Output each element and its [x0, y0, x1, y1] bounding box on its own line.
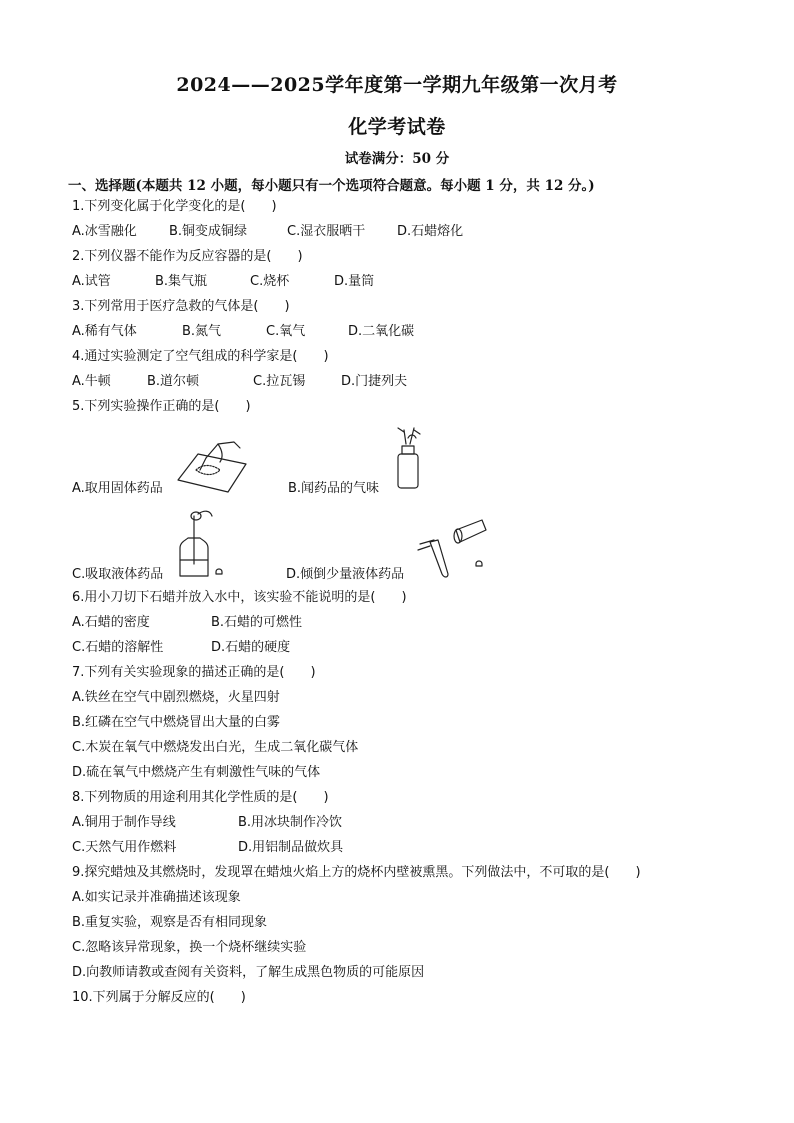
question-9-option-a: A.如实记录并准确描述该现象 [72, 890, 241, 905]
question-5-option-d: D.倾倒少量液体药品 [286, 567, 405, 582]
question-6-option-c: C.石蜡的溶解性 [72, 640, 164, 655]
question-7-stem: 7.下列有关实验现象的描述正确的是( ) [72, 665, 316, 680]
question-2-stem: 2.下列仪器不能作为反应容器的是( ) [72, 249, 303, 264]
figure-pour-liquid [416, 516, 490, 580]
question-8-option-c: C.天然气用作燃料 [72, 840, 177, 855]
question-8-option-d: D.用铝制品做炊具 [238, 840, 344, 855]
question-9-option-c: C.忽略该异常现象，换一个烧杯继续实验 [72, 940, 307, 955]
section-heading: 一、选择题(本题共 12 小题，每小题只有一个选项符合题意。每小题 1 分，共 12 分。) [68, 178, 595, 194]
question-1-option-b: B.铜变成铜绿 [169, 224, 248, 239]
question-4-option-c: C.拉瓦锡 [253, 374, 306, 389]
question-4-option-d: D.门捷列夫 [341, 374, 408, 389]
question-9-stem: 9.探究蜡烛及其燃烧时，发现罩在蜡烛火焰上方的烧杯内壁被熏黑。下列做法中，不可取的是( ) [72, 865, 641, 880]
question-3-option-a: A.稀有气体 [72, 324, 137, 339]
question-6-option-d: D.石蜡的硬度 [211, 640, 291, 655]
question-6-option-a: A.石蜡的密度 [72, 615, 150, 630]
question-10-stem: 10.下列属于分解反应的( ) [72, 990, 246, 1005]
score-line: 试卷满分：50 分 [344, 151, 450, 167]
question-3-stem: 3.下列常用于医疗急救的气体是( ) [72, 299, 290, 314]
question-1-option-a: A.冰雪融化 [72, 224, 137, 239]
question-5-option-b: B.闻药品的气味 [288, 481, 380, 496]
figure-dropper [172, 508, 228, 582]
question-3-option-c: C.氧气 [266, 324, 306, 339]
question-4-option-b: B.道尔顿 [147, 374, 200, 389]
question-5-stem: 5.下列实验操作正确的是( ) [72, 399, 251, 414]
question-9-option-d: D.向教师请教或查阅有关资料，了解生成黑色物质的可能原因 [72, 965, 425, 980]
question-2-option-d: D.量筒 [334, 274, 375, 289]
question-4-option-a: A.牛顿 [72, 374, 111, 389]
question-4-stem: 4.通过实验测定了空气组成的科学家是( ) [72, 349, 329, 364]
question-2-option-c: C.烧杯 [250, 274, 290, 289]
page-subtitle: 化学考试卷 [348, 116, 446, 138]
question-2-option-b: B.集气瓶 [155, 274, 208, 289]
question-3-option-d: D.二氧化碳 [348, 324, 415, 339]
figure-solid-reagent [176, 440, 248, 496]
question-5-option-c: C.吸取液体药品 [72, 567, 164, 582]
question-8-option-b: B.用冰块制作冷饮 [238, 815, 343, 830]
question-1-stem: 1.下列变化属于化学变化的是( ) [72, 199, 277, 214]
question-8-option-a: A.铜用于制作导线 [72, 815, 176, 830]
question-1-option-d: D.石蜡熔化 [397, 224, 464, 239]
question-6-stem: 6.用小刀切下石蜡并放入水中，该实验不能说明的是( ) [72, 590, 407, 605]
question-7-option-c: C.木炭在氧气中燃烧发出白光，生成二氧化碳气体 [72, 740, 359, 755]
question-3-option-b: B.氮气 [182, 324, 222, 339]
question-9-option-b: B.重复实验，观察是否有相同现象 [72, 915, 268, 930]
question-7-option-d: D.硫在氧气中燃烧产生有刺激性气味的气体 [72, 765, 321, 780]
question-7-option-b: B.红磷在空气中燃烧冒出大量的白雾 [72, 715, 281, 730]
figure-smell-reagent [392, 426, 424, 492]
question-5-option-a: A.取用固体药品 [72, 481, 163, 496]
question-8-stem: 8.下列物质的用途利用其化学性质的是( ) [72, 790, 329, 805]
page-title: 2024——2025学年度第一学期九年级第一次月考 [176, 74, 618, 96]
question-7-option-a: A.铁丝在空气中剧烈燃烧，火星四射 [72, 690, 280, 705]
question-6-option-b: B.石蜡的可燃性 [211, 615, 303, 630]
question-2-option-a: A.试管 [72, 274, 111, 289]
question-1-option-c: C.湿衣服晒干 [287, 224, 366, 239]
